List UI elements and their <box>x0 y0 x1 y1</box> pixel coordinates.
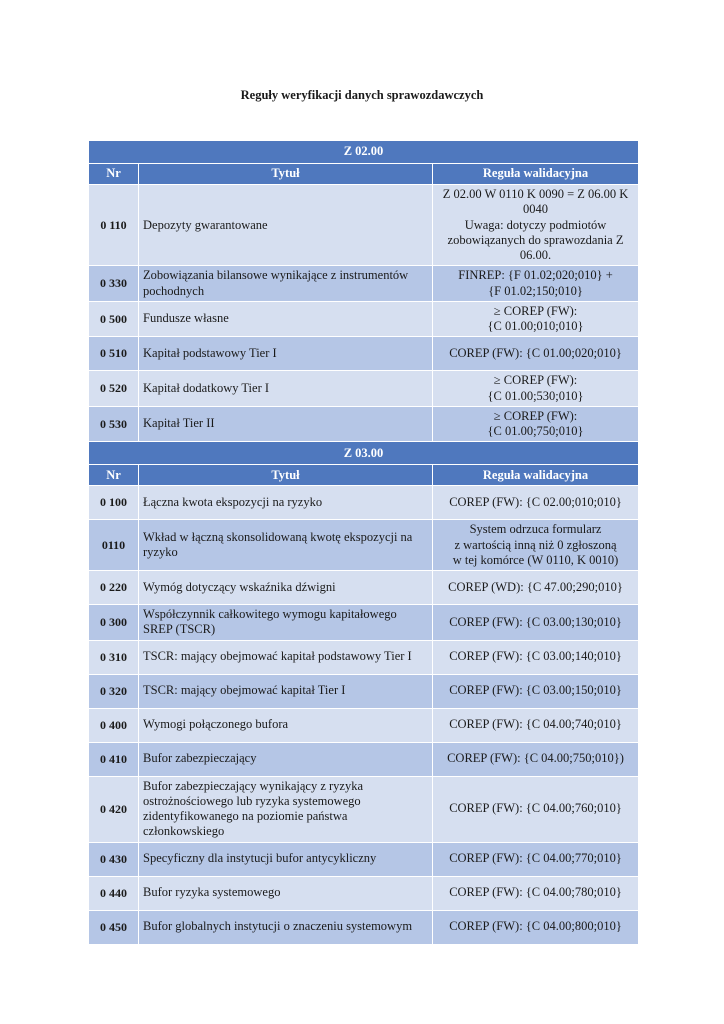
row-title: Specyficzny dla instytucji bufor antycykliczny <box>139 842 433 876</box>
row-number: 0 100 <box>89 486 139 520</box>
row-number: 0110 <box>89 520 139 571</box>
row-validation-rule: COREP (FW): {C 03.00;150;010} <box>433 674 639 708</box>
row-number: 0 330 <box>89 266 139 302</box>
column-header-rule: Reguła walidacyjna <box>433 164 639 185</box>
row-title: Kapitał Tier II <box>139 406 433 442</box>
row-number: 0 520 <box>89 371 139 407</box>
row-title: Bufor zabezpieczający <box>139 742 433 776</box>
table-row <box>89 571 639 605</box>
row-title: Łączna kwota ekspozycji na ryzyko <box>139 486 433 520</box>
row-validation-rule: COREP (FW): {C 03.00;130;010} <box>433 605 639 641</box>
table-row <box>89 337 639 371</box>
table-row <box>89 266 639 302</box>
row-validation-rule: FINREP: {F 01.02;020;010} + {F 01.02;150;010} <box>433 266 639 302</box>
row-validation-rule: ≥ COREP (FW): {C 01.00;010;010} <box>433 301 639 337</box>
row-number: 0 530 <box>89 406 139 442</box>
table-row <box>89 674 639 708</box>
row-title: Bufor zabezpieczający wynikający z ryzyka ostrożnościowego lub ryzyka systemowego zidentyfikowanego na poziomie państwa członkowskiego <box>139 776 433 842</box>
row-number: 0 300 <box>89 605 139 641</box>
row-number: 0 310 <box>89 640 139 674</box>
row-title: Bufor globalnych instytucji o znaczeniu systemowym <box>139 910 433 944</box>
table-row <box>89 842 639 876</box>
column-header-rule: Reguła walidacyjna <box>433 465 639 486</box>
document-title: Reguły weryfikacji danych sprawozdawczych <box>240 88 484 102</box>
table-row <box>89 520 639 571</box>
row-validation-rule: ≥ COREP (FW): {C 01.00;750;010} <box>433 406 639 442</box>
row-validation-rule: COREP (FW): {C 04.00;780;010} <box>433 876 639 910</box>
row-number: 0 220 <box>89 571 139 605</box>
row-number: 0 400 <box>89 708 139 742</box>
table-row <box>89 910 639 944</box>
row-number: 0 430 <box>89 842 139 876</box>
table-row <box>89 742 639 776</box>
row-validation-rule: COREP (FW): {C 04.00;740;010} <box>433 708 639 742</box>
table-row <box>89 406 639 442</box>
row-validation-rule: COREP (FW): {C 04.00;800;010} <box>433 910 639 944</box>
row-number: 0 410 <box>89 742 139 776</box>
table-row <box>89 605 639 641</box>
row-validation-rule: ≥ COREP (FW): {C 01.00;530;010} <box>433 371 639 407</box>
column-header-row <box>89 465 639 486</box>
row-title: TSCR: mający obejmować kapitał Tier I <box>139 674 433 708</box>
validation-rules-table <box>88 140 639 945</box>
column-header-title: Tytuł <box>139 164 433 185</box>
row-number: 0 450 <box>89 910 139 944</box>
row-validation-rule: System odrzuca formularz z wartością inną niż 0 zgłoszoną w tej komórce (W 0110, K 0010) <box>433 520 639 571</box>
row-validation-rule: COREP (WD): {C 47.00;290;010} <box>433 571 639 605</box>
table-row <box>89 371 639 407</box>
column-header-row <box>89 164 639 185</box>
row-number: 0 500 <box>89 301 139 337</box>
row-title: Kapitał dodatkowy Tier I <box>139 371 433 407</box>
row-title: Współczynnik całkowitego wymogu kapitałowego SREP (TSCR) <box>139 605 433 641</box>
table-body <box>89 141 639 945</box>
row-validation-rule: COREP (FW): {C 02.00;010;010} <box>433 486 639 520</box>
section-header-row <box>89 442 639 465</box>
row-validation-rule: COREP (FW): {C 01.00;020;010} <box>433 337 639 371</box>
table-row <box>89 776 639 842</box>
table-row <box>89 708 639 742</box>
row-validation-rule: COREP (FW): {C 04.00;750;010}) <box>433 742 639 776</box>
row-number: 0 420 <box>89 776 139 842</box>
row-title: Bufor ryzyka systemowego <box>139 876 433 910</box>
row-title: Wymóg dotyczący wskaźnika dźwigni <box>139 571 433 605</box>
row-validation-rule: COREP (FW): {C 03.00;140;010} <box>433 640 639 674</box>
row-number: 0 110 <box>89 185 139 266</box>
row-validation-rule: COREP (FW): {C 04.00;760;010} <box>433 776 639 842</box>
row-validation-rule: Z 02.00 W 0110 K 0090 = Z 06.00 K 0040 Uwaga: dotyczy podmiotów zobowiązanych do sprawozdania Z 06.00. <box>433 185 639 266</box>
table-row <box>89 486 639 520</box>
column-header-nr: Nr <box>89 465 139 486</box>
row-title: Fundusze własne <box>139 301 433 337</box>
section-name: Z 03.00 <box>89 442 639 465</box>
column-header-nr: Nr <box>89 164 139 185</box>
row-title: Wkład w łączną skonsolidowaną kwotę ekspozycji na ryzyko <box>139 520 433 571</box>
row-title: Kapitał podstawowy Tier I <box>139 337 433 371</box>
table-row <box>89 301 639 337</box>
row-number: 0 320 <box>89 674 139 708</box>
row-validation-rule: COREP (FW): {C 04.00;770;010} <box>433 842 639 876</box>
row-title: TSCR: mający obejmować kapitał podstawowy Tier I <box>139 640 433 674</box>
table-row <box>89 876 639 910</box>
row-title: Depozyty gwarantowane <box>139 185 433 266</box>
table-row <box>89 185 639 266</box>
row-number: 0 440 <box>89 876 139 910</box>
section-name: Z 02.00 <box>89 141 639 164</box>
row-title: Zobowiązania bilansowe wynikające z instrumentów pochodnych <box>139 266 433 302</box>
table-row <box>89 640 639 674</box>
row-title: Wymogi połączonego bufora <box>139 708 433 742</box>
column-header-title: Tytuł <box>139 465 433 486</box>
section-header-row <box>89 141 639 164</box>
row-number: 0 510 <box>89 337 139 371</box>
